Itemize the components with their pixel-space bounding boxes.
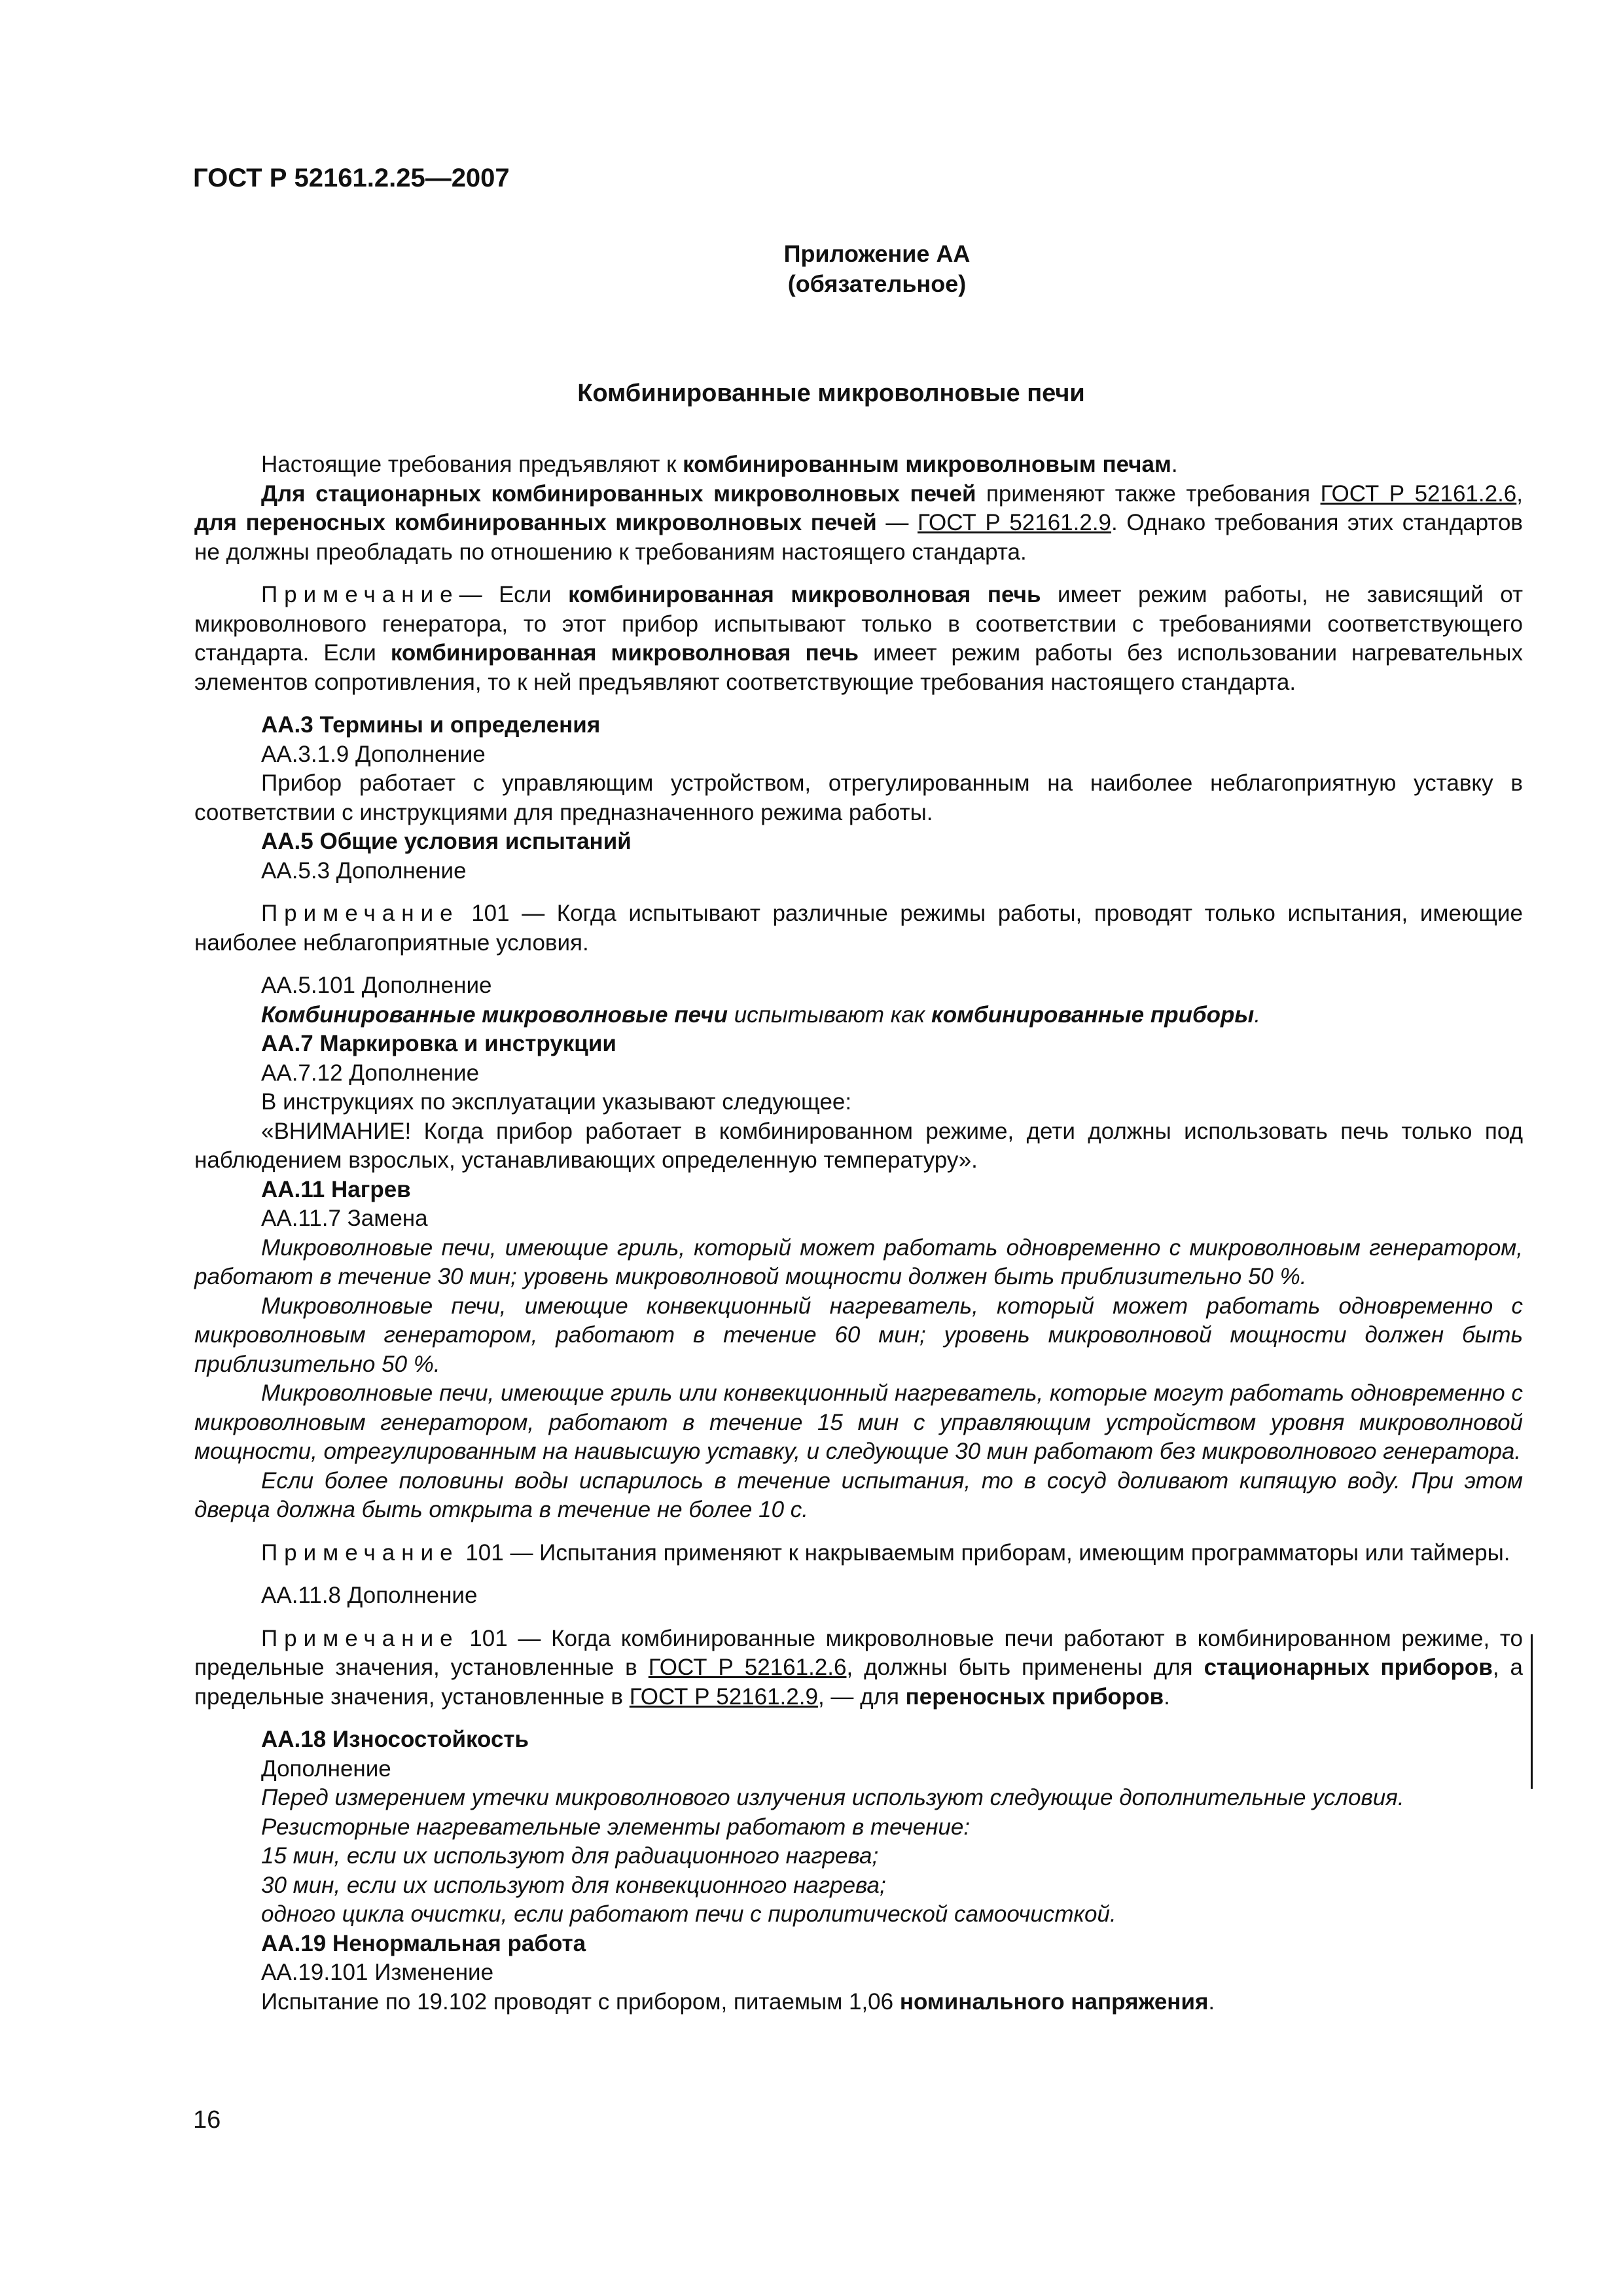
subclause-aa19-101: АА.19.101 Изменение	[261, 1960, 494, 1985]
text-run: , должны быть применены для	[846, 1655, 1204, 1680]
annex-status: (обязательное)	[787, 270, 967, 297]
term-bold: номинального напряжения	[899, 1988, 1209, 2015]
text-run: испытывают как	[727, 1001, 932, 1028]
paragraph-aa11-grill: Микроволновые печи, имеющие гриль, который может работать одновременно с микроволновым генератором, работают в течение 30 мин; уровень микроволновой мощности должен быть приблизительно 50 %.	[194, 1234, 1523, 1289]
paragraph-aa11-convection: Микроволновые печи, имеющие конвекционный нагреватель, который может работать одновременно с микроволновым генератором, работают в течение 60 мин; уровень микроволновой мощности должен быть приблизительно 50 %.	[194, 1293, 1523, 1377]
clause-title: АА.11 Нагрев	[261, 1176, 411, 1202]
subclause-aa3-1-9: АА.3.1.9 Дополнение	[261, 741, 486, 767]
term-bold: комбинированная микроволновая печь	[568, 582, 1041, 607]
note-label: Примечание	[261, 582, 459, 607]
paragraph-aa7-warning: «ВНИМАНИЕ! Когда прибор работает в комбинированном режиме, дети должны использовать печь только под наблюдением взрослых, устанавливающих определенную температуру».	[194, 1118, 1523, 1173]
clause-title: АА.19 Ненормальная работа	[261, 1930, 586, 1956]
subclause-aa18: Дополнение	[261, 1755, 391, 1782]
text-run: .	[1171, 452, 1178, 477]
clause-title: АА.7 Маркировка и инструкции	[261, 1031, 616, 1056]
term-bold: переносных приборов	[905, 1683, 1164, 1710]
note-label: Примечание	[261, 901, 459, 926]
annex-heading	[0, 239, 1623, 299]
text-run: 101 — Когда комбинированные микроволновые печи работают в комбинированном режиме, то предельные значения, установленные в	[194, 1625, 1523, 1680]
text-run: Настоящие требования предъявляют к	[261, 452, 683, 477]
standard-reference-link[interactable]: ГОСТ Р 52161.2.6	[1320, 480, 1517, 507]
term-bold: комбинированная микроволновая печь	[390, 640, 859, 666]
text-run: , а предельные значения, установленные в	[194, 1655, 1524, 1710]
text-run: 101 — Когда испытывают различные режимы работы, проводят только испытания, имеющие наиболее неблагоприятные условия.	[194, 901, 1523, 956]
note-4	[194, 1624, 1523, 1712]
paragraph-aa18-5: одного цикла очистки, если работают печи с пиролитической самоочисткой.	[261, 1901, 1116, 1927]
clause-heading-aa18	[194, 1725, 1523, 1755]
standard-reference-link[interactable]: ГОСТ Р 52161.2.9	[918, 510, 1112, 535]
text-run: Испытание по 19.102 проводят с прибором, питаемым 1,06	[261, 1988, 900, 2015]
document-body	[194, 450, 1523, 2017]
text-run: применяют также требования	[976, 480, 1321, 507]
text-run: —	[876, 510, 918, 535]
subclause-aa11-7: АА.11.7 Замена	[261, 1206, 428, 1231]
text-run: ,	[1516, 480, 1524, 507]
text-run: имеет режим работы без использовании нагревательных элементов сопротивления, то к ней предъявляют соответствующие требования настоящего стандарта.	[194, 640, 1523, 695]
section-title: Комбинированные микроволновые печи	[577, 380, 1085, 407]
text-run: 101 — Испытания применяют к накрываемым приборам, имеющим программаторы или таймеры.	[459, 1539, 1510, 1566]
clause-title: АА.3 Термины и определения	[261, 712, 601, 738]
clause-heading-aa19	[194, 1929, 1523, 1959]
subclause-aa5-3: АА.5.3 Дополнение	[261, 857, 467, 884]
note-1	[194, 581, 1523, 697]
note-label: Примечание	[261, 1625, 459, 1651]
paragraph-related-standards	[194, 480, 1523, 567]
paragraph-aa18-3: 15 мин, если их используют для радиационного нагрева;	[261, 1843, 879, 1869]
text-run: — Если	[459, 582, 569, 607]
document-code: ГОСТ Р 52161.2.25—2007	[193, 164, 510, 192]
page-number: 16	[193, 2106, 221, 2134]
paragraph-aa18-1: Перед измерением утечки микроволнового излучения используют следующие дополнительные условия.	[261, 1785, 1404, 1810]
clause-heading-aa3	[194, 711, 1523, 740]
paragraph-aa11-combined: Микроволновые печи, имеющие гриль или конвекционный нагреватель, которые могут работать одновременно с микроволновым генератором, работают в течение 15 мин с управляющим устройством уровня микроволновой мощности, отрегулированным на наивысшую уставку, и следующие 30 мин работают без микроволнового генератора.	[194, 1380, 1523, 1464]
annex-title: Приложение АА	[783, 240, 971, 267]
subclause-aa5-101: АА.5.101 Дополнение	[261, 973, 492, 998]
clause-title: АА.18 Износостойкость	[261, 1727, 529, 1752]
text-run: .	[1164, 1683, 1170, 1710]
text-run: , — для	[817, 1683, 906, 1710]
term-bold: стационарных приборов	[1204, 1655, 1493, 1680]
paragraph-aa18-4: 30 мин, если их используют для конвекционного нагрева;	[261, 1872, 886, 1898]
paragraph-aa11-water: Если более половины воды испарилось в течение испытания, то в сосуд доливают кипящую воду. При этом дверца должна быть открыта в течение не более 10 с.	[194, 1467, 1523, 1522]
clause-heading-aa11	[194, 1175, 1523, 1205]
clause-heading-aa7	[194, 1030, 1523, 1059]
paragraph-scope	[194, 450, 1523, 480]
paragraph-aa7-text-1: В инструкциях по эксплуатации указывают следующее:	[261, 1089, 852, 1115]
text-run: .	[1208, 1988, 1215, 2015]
paragraph-aa3-text: Прибор работает с управляющим устройством, отрегулированным на наиболее неблагоприятную уставку в соответствии с инструкциями для предназначенного режима работы.	[194, 770, 1523, 825]
text-run: имеет режим работы, не зависящий от микроволнового генератора, то этот прибор испытывают только в соответствии с требованиями соответствующего стандарта. Если	[194, 582, 1524, 666]
paragraph-aa19-text	[194, 1988, 1523, 2017]
term-bold: комбинированным микроволновым печам	[683, 452, 1171, 477]
clause-heading-aa5	[194, 827, 1523, 857]
text-run: .	[1254, 1001, 1261, 1028]
note-label: Примечание	[261, 1539, 459, 1566]
term-bold: для переносных комбинированных микроволновых печей	[194, 510, 877, 535]
term-bold: комбинированные приборы	[931, 1001, 1255, 1028]
note-3	[194, 1539, 1523, 1568]
subclause-aa11-8: АА.11.8 Дополнение	[261, 1583, 478, 1608]
standard-reference-link[interactable]: ГОСТ Р 52161.2.6	[648, 1655, 847, 1680]
term-bold: Комбинированные микроволновые печи	[261, 1001, 728, 1028]
standard-reference-link[interactable]: ГОСТ Р 52161.2.9	[629, 1683, 818, 1710]
note-2	[194, 899, 1523, 958]
change-bar	[1531, 1634, 1533, 1789]
term-bold: Для стационарных комбинированных микроволновых печей	[261, 480, 976, 507]
clause-title: АА.5 Общие условия испытаний	[261, 829, 632, 854]
text-run: . Однако требования этих стандартов не должны преобладать по отношению к требованиям настоящего стандарта.	[194, 510, 1524, 565]
subclause-aa7-12: АА.7.12 Дополнение	[261, 1060, 480, 1086]
paragraph-aa18-2: Резисторные нагревательные элементы работают в течение:	[261, 1814, 971, 1840]
paragraph-aa5-101-text	[194, 1001, 1523, 1030]
